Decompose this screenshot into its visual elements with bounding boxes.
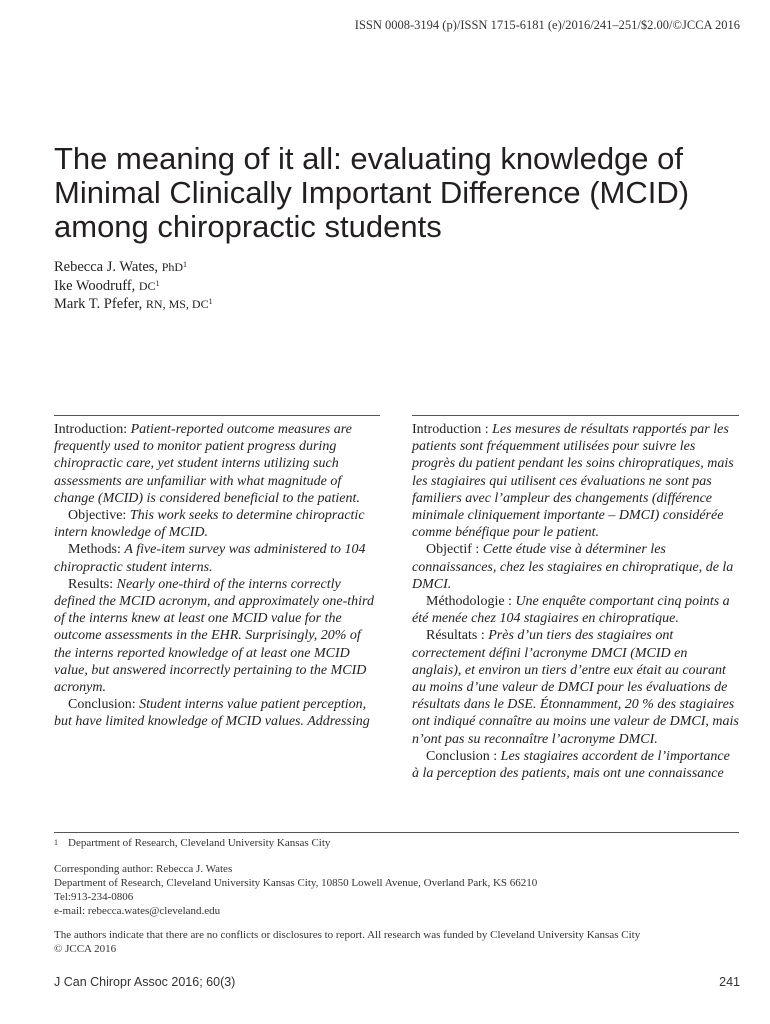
author-degrees: PhD [161,260,184,274]
section-label: Introduction: [54,422,128,437]
section-text: This work seeks to determine chiropractic intern knowledge of MCID. [54,508,365,541]
section-text: Student interns value patient perception, but have limited knowledge of MCID values. Addressing [54,697,370,730]
abstract-fr-introduction [412,421,739,541]
section-text: Les stagiaires accordent de l’importance à la perception des patients, mais ont une connaissance [412,748,730,782]
author-degrees: RN, MS, DC [145,297,209,311]
article-title: The meaning of it all: evaluating knowledge of Minimal Clinically Important Difference (MCID) among chiropractic students [54,141,690,244]
section-text: A five-item survey was administered to 104 chiropractic student interns. [54,542,366,575]
abstract-english [54,421,380,731]
section-text: Près d’un tiers des stagiaires ont correctement défini l’acronyme DMCI (MCID en anglais), et environ un tiers d’entre eux était au courant au moins d’une valeur de DMCI pour les évaluations de résultats dans le DSE. Étonnamment, 20 % des stagiaires ont indiqué connaître au moins une valeur de DMCI, mais n’ont pas su reconnaître l’acronyme DMCI. [412,628,739,747]
abstract-methods [54,541,380,575]
author-affiliation-mark: 1 [155,278,160,288]
abstract-conclusion [54,696,380,730]
author-3 [54,295,213,314]
journal-citation: J Can Chiropr Assoc 2016; 60(3) [54,975,236,989]
abstract-introduction [54,421,380,507]
affiliation-text: Department of Research, Cleveland University Kansas City [68,837,331,849]
author-affiliation-mark: 1 [183,260,188,269]
author-name: Rebecca J. Wates, [54,259,159,275]
section-text: Patient-reported outcome measures are frequently used to monitor patient progress during chiropractic care, yet student interns utilizing such assessments are unfamiliar with what magnitude of change (MCID) is considered beneficial to the patient. [54,422,360,506]
corresponding-author-name: Corresponding author: Rebecca J. Wates [54,863,233,875]
copyright-text: © JCCA 2016 [54,943,117,955]
author-2 [54,277,213,296]
section-text: Les mesures de résultats rapportés par les patients sont fréquemment utilisées pour suivre les progrès du patient pendant les soins chiropratiques, mais les stagiaires qui utilisent ces évaluations ne sont pas familiers avec l’ampleur des changements (différence minimale cliniquement importante – DMCI) considérée comme bénéfique pour le patient. [412,422,734,541]
abstract-results [54,576,380,696]
abstract-fr-top-rule [412,415,739,416]
author-name: Ike Woodruff, [54,277,136,294]
abstract-fr-resultats [412,627,739,747]
section-label: Objectif : [426,542,480,558]
abstract-fr-methodologie [412,593,739,627]
author-name: Mark T. Pfefer, [54,296,143,312]
affiliation-footnote [54,836,744,850]
section-label: Objective: [68,508,127,524]
disclosure-block [54,928,744,956]
abstract-fr-conclusion [412,748,739,782]
section-label: Méthodologie : [426,594,512,610]
issn-header: ISSN 0008-3194 (p)/ISSN 1715-6181 (e)/2016/241–251/$2.00/©JCCA 2016 [354,18,740,32]
section-text: Une enquête comportant cinq points a été menée chez 104 stagiaires en chiropratique. [412,594,730,627]
corresponding-email: e-mail: rebecca.wates@cleveland.edu [54,905,221,917]
author-1 [54,258,213,277]
author-list [54,258,213,314]
abstract-french [412,421,739,782]
abstract-fr-objectif [412,541,739,593]
abstract-en-top-rule [54,415,380,416]
author-degrees: DC [138,278,156,293]
section-text: Nearly one-third of the interns correctly defined the MCID acronym, and approximately one-third of the interns knew at least one MCID value for the outcome assessments in the EHR. Surprisingly, 20% of the interns reported knowledge of at least one MCID value, but answered incorrectly pertaining to the MCID acronym. [54,576,374,696]
section-label: Results: [68,576,114,592]
section-label: Methods: [68,542,121,558]
affiliation-number: 1 [54,838,58,847]
page-number: 241 [719,975,740,989]
section-label: Résultats : [426,628,485,644]
section-text: Cette étude vise à déterminer les connaissances, chez les stagiaires en chiropratique, de la DMCI. [412,542,734,592]
disclosure-text: The authors indicate that there are no conflicts or disclosures to report. All research was funded by Cleveland University Kansas City [54,929,641,941]
corresponding-author-block [54,862,744,918]
corresponding-phone: Tel:913-234-0806 [54,891,134,903]
section-label: Conclusion: [68,697,136,713]
abstract-objective [54,507,380,541]
corresponding-address: Department of Research, Cleveland University Kansas City, 10850 Lowell Avenue, Overland Park, KS 66210 [54,877,538,889]
section-label: Introduction : [412,422,489,437]
footnote-rule [54,832,739,833]
section-label: Conclusion : [426,748,498,764]
author-affiliation-mark: 1 [208,297,213,306]
